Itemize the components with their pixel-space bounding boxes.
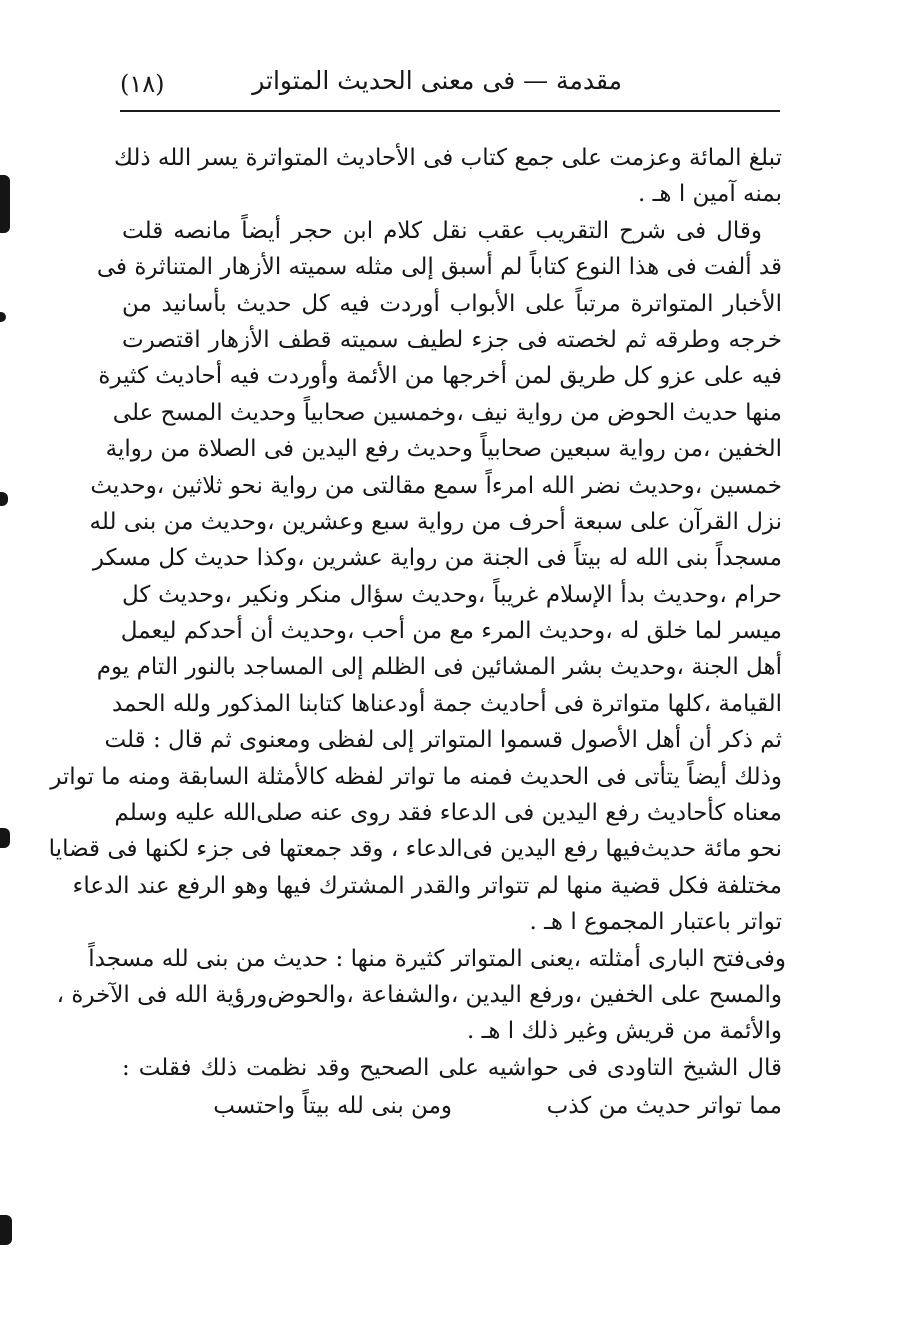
text-line: منها حديث الحوض من رواية نيف ،وخمسين صحابياً وحديث المسح على [112,399,782,426]
text-line: قال الشيخ التاودى فى حواشيه على الصحيح وقد نظمت ذلك فقلت : [122,1054,782,1081]
text-line: وذلك أيضاً يتأتى فى الحديث فمنه ما تواتر لفظه كالأمثلة السابقة ومنه ما تواتر [50,763,782,790]
text-line: نزل القرآن على سبعة أحرف من رواية سبع وعشرين ،وحديث من بنى لله [89,508,782,535]
verse-second-hemistich: ومن بنى لله بيتاً واحتسب [213,1093,452,1120]
text-line: قد ألفت فى هذا النوع كتاباً لم أسبق إلى مثله سميته الأزهار المتناثرة فى [96,254,782,281]
text-line: خرجه وطرقه ثم لخصته فى جزء لطيف سميته قطف الأزهار اقتصرت [122,326,782,353]
scan-edge-mark [0,312,6,322]
body-text [48,140,786,1125]
text-line: فيه على عزو كل طريق لمن أخرجها من الأئمة وأوردت فيه أحاديث كثيرة [98,363,782,390]
header-rule [120,110,780,112]
text-line: ثم ذكر أن أهل الأصول قسموا المتواتر إلى لفظى ومعنوى ثم قال : قلت [104,727,782,754]
verse-line [122,1088,782,1124]
text-line: الخفين ،من رواية سبعين صحابياً وحديث رفع اليدين فى الصلاة من رواية [105,436,782,463]
text-line: تواتر باعتبار المجموع ا هـ . [529,909,782,936]
running-title: مقدمة — فى معنى الحديث المتواتر [252,66,622,95]
text-line: الأخبار المتواترة مرتباً على الأبواب أوردت فيه كل حديث بأسانيد من [122,290,782,317]
text-line: وقال فى شرح التقريب عقب نقل كلام ابن حجر أيضاً مانصه قلت [122,217,762,244]
text-line: ميسر لما خلق له ،وحديث المرء مع من أحب ،وحديث أن أحدكم ليعمل [120,618,782,645]
text-line: نحو مائة حديث‌فيها رفع اليدين فى‌الدعاء ، وقد جمعتها فى جزء لكنها فى قضايا [48,836,782,863]
text-line: تبلغ المائة وعزمت على جمع كتاب فى الأحاديث المتواترة يسر الله ذلك [113,145,782,171]
scan-edge-mark [0,828,10,848]
text-line: أهل الجنة ،وحديث بشر المشائين فى الظلم إلى المساجد بالنور التام يوم [96,654,782,681]
text-line: والأئمة من قريش وغير ذلك ا هـ . [466,1018,782,1045]
text-line: والمسح على الخفين ،ورفع اليدين ،والشفاعة ،والحوض‌ورؤية الله فى الآخرة ، [56,981,782,1008]
text-line: بمنه آمين ا هـ . [638,181,782,208]
text-line: وفى‌فتح البارى أمثلته ،يعنى المتواتر كثيرة منها : حديث من بنى لله مسجداً [88,945,786,972]
text-line: معناه كأحاديث رفع اليدين فى الدعاء فقد روى عنه صلى‌الله عليه وسلم [114,800,782,827]
text-line: حرام ،وحديث بدأ الإسلام غريباً ،وحديث سؤال منكر ونكير ،وحديث كل [122,581,782,608]
text-line: خمسين ،وحديث نضر الله امرءاً سمع مقالتى من رواية نحو ثلاثين ،وحديث [90,472,782,499]
text-line: مختلفة فكل قضية منها لم تتواتر والقدر المشترك فيها وهو الرفع عند الدعاء [72,872,782,899]
page-number: (١٨) [120,70,165,98]
page-header [120,64,780,112]
text-line: القيامة ،كلها متواترة فى أحاديث جمة أودعناها كتابنا المذكور ولله الحمد [111,690,782,717]
scan-edge-mark [0,175,10,233]
scan-edge-mark [0,1215,12,1245]
verse-first-hemistich: مما تواتر حديث من كذب [546,1093,782,1120]
text-line: مسجداً بنى الله له بيتاً فى الجنة من رواية عشرين ،وكذا حديث كل مسكر [92,545,782,572]
scan-edge-mark [0,492,8,506]
